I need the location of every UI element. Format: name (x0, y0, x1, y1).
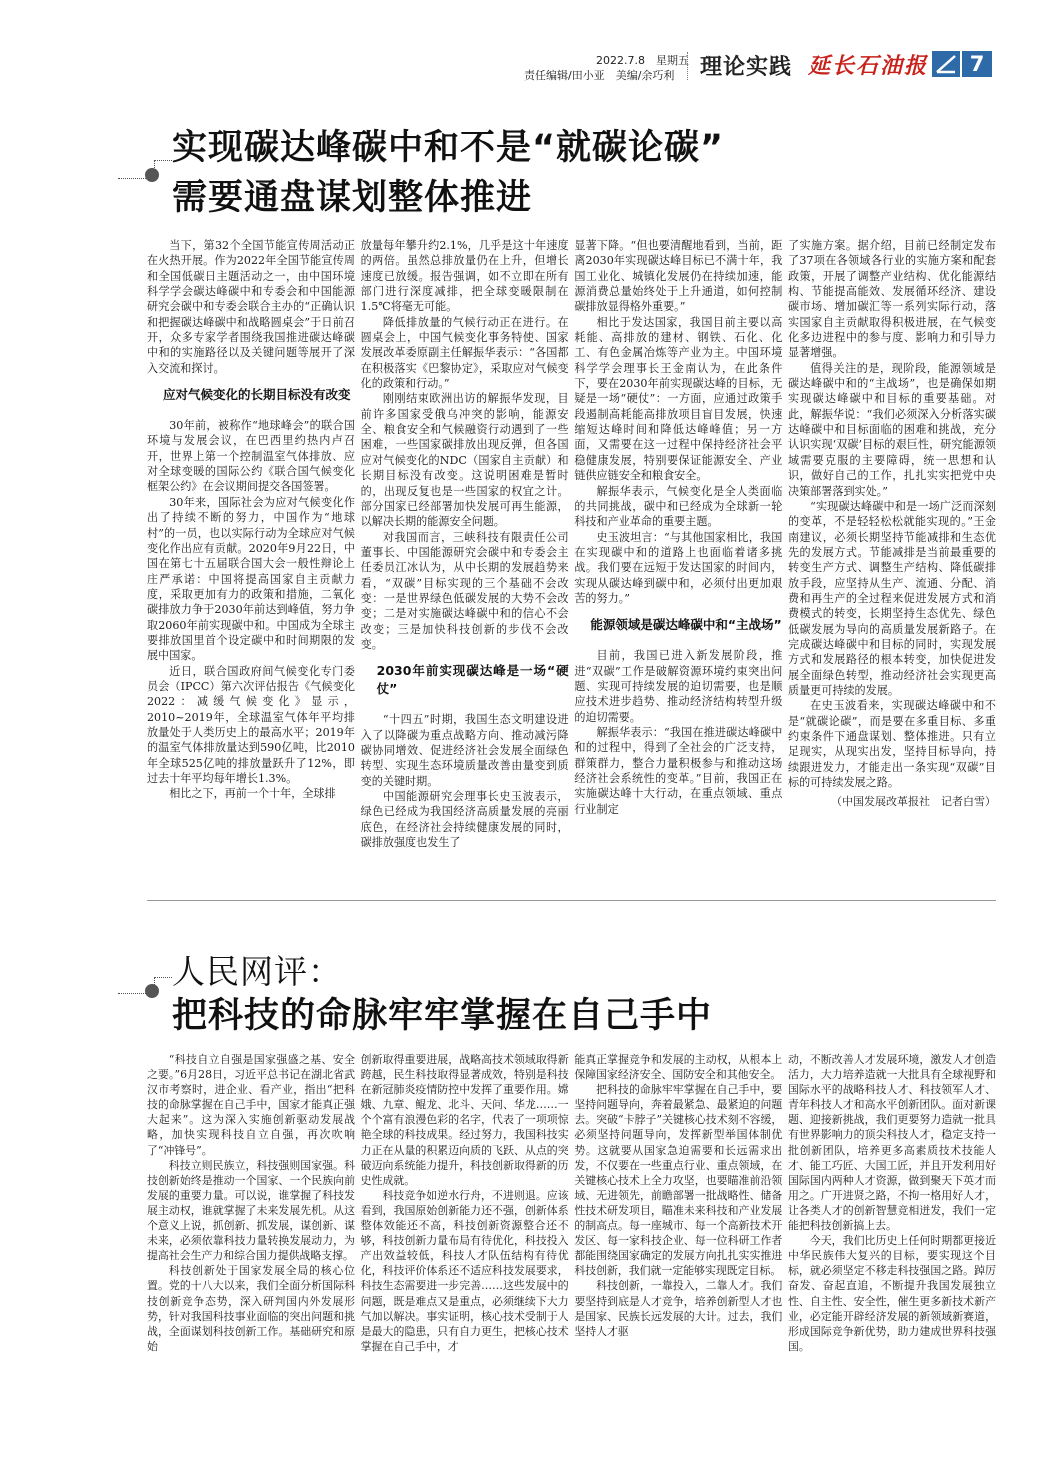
article2-column-1 (147, 1052, 355, 1452)
section-title: 理论实践 (700, 55, 793, 80)
article2-column-2 (361, 1052, 569, 1452)
paragraph: “十四五”时期，我国生态文明建设进入了以降碳为重点战略方向、推动减污降碳协同增效、促进经济社会发展全面绿色转型、实现生态环境质量改善由量变到质变的关键时期。 (360, 713, 569, 788)
paragraph: 解振华表示：“我国在推进碳达峰碳中和的过程中，得到了全社会的广泛支持，群策群力，整合力量积极参与和推动这场经济社会系统性的变革。”目前，我国正在实施碳达峰十大行动，在重点领域、重点行业制定 (574, 725, 783, 816)
article1-title-line1: 实现碳达峰碳中和不是“就碳论碳” (172, 128, 725, 168)
headline-bullet-icon (145, 168, 159, 182)
article1-title-line2: 需要通盘谋划整体推进 (172, 178, 533, 218)
paragraph: 30年前，被称作“地球峰会”的联合国环境与发展会议，在巴西里约热内卢召开，世界上第一个控制温室气体排放、应对全球变暖的国际公约《联合国气候变化框架公约》在会议期间提交各国签署。 (147, 419, 355, 494)
paragraph: 刚刚结束欧洲出访的解振华发现，目前许多国家受俄乌冲突的影响，能源安全、粮食安全和气候融资行动遇到了一些困难，一些国家碳排放出现反弹，但各国应对气候变化的NDC（国家自主贡献）和长期目标没有改变。这说明困难是暂时的，出现反复也是一些国家的权宜之计。部分国家已经部署加快发展可再生能源，以解决长期的能源安全问题。 (360, 392, 569, 529)
paragraph: 在史玉波看来，实现碳达峰碳中和不是“就碳论碳”，而是要在多重目标、多重约束条件下通盘谋划、整体推进。只有立足现实，从现实出发，坚持目标导向，持续跟进发力，才能走出一条实现“双碳”目标的可持续发展之路。 (787, 699, 996, 790)
paragraph: 放量每年攀升约2.1%，几乎是这十年速度的两倍。虽然总排放量仍在上升，但增长速度已放缓。报告强调，如不立即在所有部门进行深度减排，把全球变暖限制在1.5℃将毫无可能。 (360, 239, 569, 314)
paragraph: 能真正掌握竞争和发展的主动权，从根本上保障国家经济安全、国防安全和其他安全。 (574, 1053, 783, 1082)
paragraph: 30年来，国际社会为应对气候变化作出了持续不断的努力，中国作为“地球村”的一员，也以实际行动为全球应对气候变化作出应有贡献。2020年9月22日，中国在第七十五届联合国大会一般性辩论上庄严承诺：中国将提高国家自主贡献力度，采取更加有力的政策和措施，二氧化碳排放力争于2030年前达到峰值，努力争取2060年前实现碳中和。中国成为全球主要排放国里首个设定碳中和时间期限的发展中国家。 (147, 495, 355, 663)
subheading: 2030年前实现碳达峰是一场“硬仗” (376, 663, 569, 697)
paragraph: 把科技的命脉牢牢掌握在自己手中，要坚持问题导向，奔着最紧急、最紧迫的问题去。突破“卡脖子”关键核心技术刻不容缓，必须坚持问题导向，发挥新型举国体制优势。这就要从国家急迫需要和长远需求出发，不仅要在一些重点行业、重点领域，在关键核心技术上全力攻坚，也要瞄准前沿领域、无进领先，前瞻部署一批战略性、储备性技术研发项目，瞄准未来科技和产业发展的制高点。每一座城市、每一个高新技术开发区、每一家科技企业、每一位科研工作者都能围绕国家确定的发展方向扎扎实实推进科技创新，我们就一定能够实现既定目标。 (574, 1083, 783, 1278)
paragraph: 降低排放量的气候行动正在进行。在圆桌会上，中国气候变化事务特使、国家发展改革委原副主任解振华表示：“各国都在积极落实《巴黎协定》，采取应对气候变化的政策和行动。” (360, 315, 569, 391)
issue-date: 2022.7.8 星期五 (596, 54, 689, 67)
paragraph: 史玉波坦言：“与其他国家相比，我国在实现碳中和的道路上也面临着诸多挑战。我们要在远短于发达国家的时间内，实现从碳达峰到碳中和，必须付出更加艰苦的努力。” (574, 530, 783, 605)
paragraph: 创新取得重要进展，战略高技术领域取得新跨越，民生科技取得显著成效，特别是科技在新冠肺炎疫情防控中发挥了重要作用。嫦娥、九章、鲲龙、北斗、天问、华龙……一个个富有浪漫色彩的名字，代表了一项项惊艳全球的科技成果。经过努力，我国科技实力正在从量的积累迈向质的飞跃、从点的突破迈向系统能力提升，科技创新取得新的历史性成就。 (360, 1053, 569, 1187)
paragraph: 相比之下，再前一个十年，全球排 (169, 787, 336, 801)
headline-connector (154, 160, 172, 161)
paragraph: 科技立则民族立，科技强则国家强。科技创新始终是推动一个国家、一个民族向前发展的重要力量。可以说，谁掌握了科技发展主动权，谁就掌握了未来发展先机。从这个意义上说，抓创新、抓发展，谋创新、谋未来，必须依靠科技力量转换发展动力，为提高社会生产力和综合国力提供战略支撑。 (147, 1158, 355, 1263)
article1-column-1 (147, 238, 355, 888)
article2-body (147, 1052, 996, 1452)
article2-column-3 (574, 1052, 782, 1452)
paragraph: 相比于发达国家，我国目前主要以高耗能、高排放的建材、钢铁、石化、化工、有色金属冶炼等产业为主。中国环境科学学会理事长王金南认为，在此条件下，要在2030年前实现碳达峰的目标，无疑是一场“硬仗”：一方面，应通过政策手段遏制高耗能高排放项目盲目发展，快速缩短达峰时间和降低达峰峰值；另一方面，又需要在这一过程中保持经济社会平稳健康发展，特别要保证能源安全、产业链供应链安全和粮食安全。 (574, 315, 783, 483)
paragraph: 科技竞争如逆水行舟，不进则退。应该看到，我国原始创新能力还不强，创新体系整体效能还不高，科技创新资源整合还不够，科技创新力量布局有待优化，科技投入产出效益较低，科技人才队伍结构有待优化，科技评价体系还不适应科技发展要求，科技生态需要进一步完善……这些发展中的问题，既是难点又是重点，必须继续下大力气加以解决。事实证明，核心技术受制于人是最大的隐患，只有自力更生，把核心技术掌握在自己手中，才 (360, 1188, 569, 1353)
article2-title: 把科技的命脉牢牢掌握在自己手中 (172, 996, 713, 1036)
article-divider (147, 900, 996, 901)
paragraph: 对我国而言，三峡科技有限责任公司董事长、中国能源研究会碳中和专委会主任委员江冰认为，从中长期的发展趋势来看，“双碳”目标实现的三个基础不会改变：一是世界绿色低碳发展的大势不会改变；二是对实施碳达峰碳中和的信心不会改变；三是加快科技创新的步伐不会改变。 (360, 530, 569, 651)
subheading: 应对气候变化的长期目标没有改变 (163, 387, 351, 403)
paragraph: 科技创新，一靠投入，二靠人才。我们要坚持到底是人才竞争，培养创新型人才也是国家、民族长远发展的大计。过去，我们坚持人才驱 (574, 1279, 783, 1338)
article1-body (147, 238, 996, 888)
paragraph: 当下，第32个全国节能宣传周活动正在火热开展。作为2022年全国节能宣传周和全国低碳日主题活动之一，由中国环境科学学会碳达峰碳中和专委会和中国能源研究会碳中和专委会联合主办的“正确认识和把握碳达峰碳中和战略圆桌会”于日前召开，众多专家学者围绕我国推进碳达峰碳中和的实施路径以及关键问题等展开了深入交流和探讨。 (147, 239, 355, 375)
headline-connector (154, 977, 172, 978)
editor-credits: 责任编辑/田小亚 美编/余巧利 (524, 69, 675, 82)
paragraph: “实现碳达峰碳中和是一场广泛而深刻的变革，不是轻轻松松就能实现的。”王金南建议，必须长期坚持节能减排和生态优先的发展方式。节能减排是当前最重要的转变生产方式、调整生产结构、降低碳排放手段，应坚持从生产、流通、分配、消费和再生产的全过程来促进发展方式和消费模式的转变，长期坚持生态优先、绿色低碳发展为导向的高质量发展新路子。在完成碳达峰碳中和目标的同时，实现发展方式和发展路径的根本转变，加快促进发展全面绿色转型，推动经济社会实现更高质量更可持续的发展。 (787, 499, 996, 697)
article2-column-4 (788, 1052, 996, 1452)
paragraph: 解振华表示，气候变化是全人类面临的共同挑战，碳中和已经成为全球新一轮科技和产业革命的重要主题。 (574, 484, 783, 529)
masthead-divider (687, 52, 689, 80)
paragraph: 科技创新处于国家发展全局的核心位置。党的十八大以来，我们全面分析国际科技创新竞争态势，深入研判国内外发展形势，针对我国科技事业面临的突出问题和挑战，全面谋划科技创新工作。基础研究和原始 (147, 1264, 355, 1353)
page-corner-icon (932, 51, 960, 77)
paragraph: 中国能源研究会理事长史玉波表示，绿色已经成为我国经济高质量发展的亮丽底色，在经济社会持续健康发展的同时，碳排放强度也发生了 (360, 790, 569, 850)
headline-bullet-icon (145, 984, 159, 998)
paragraph: 了实施方案。据介绍，目前已经制定发布了37项在各领域各行业的实施方案和配套政策，开展了调整产业结构、优化能源结构、节能提高能效、发展循环经济、建设碳市场、增加碳汇等一系列实际行动，落实国家自主贡献取得积极进展，在气候变化多边进程中的参与度、影响力和引导力显著增强。 (787, 239, 996, 360)
masthead (0, 44, 1048, 86)
paragraph: 值得关注的是，现阶段，能源领域是碳达峰碳中和的“主战场”，也是确保如期实现碳达峰碳中和目标的重要基础。对此，解振华说：“我们必须深入分析落实碳达峰碳中和目标面临的困难和挑战，充分认识实现‘双碳’目标的艰巨性，研究能源领域需要克服的主要障碍，统一思想和认识，做好自己的工作，扎扎实实把党中央决策部署落到实处。” (787, 361, 996, 498)
paragraph: “科技自立自强是国家强盛之基、安全之要。”6月28日，习近平总书记在湖北省武汉市考察时，进企业、看产业，指出“把科技的命脉掌握在自己手中，国家才能真正强大起来”。这为深入实施创新驱动发展战略，加快实现科技自立自强，再次吹响了“冲锋号”。 (147, 1053, 355, 1157)
paragraph: 近日，联合国政府间气候变化专门委员会（IPCC）第六次评估报告《气候变化2022：减缓气候变化》显示，2010~2019年，全球温室气体年平均排放量处于人类历史上的最高水平；2019年的温室气体排放量达到590亿吨，比2010年全球525亿吨的排放量跃升了12%，即过去十年平均每年增长1.3%。 (147, 664, 355, 785)
article2-kicker: 人民网评： (172, 952, 342, 991)
article1-column-3 (574, 238, 782, 888)
paragraph: 动，不断改善人才发展环境，激发人才创造活力，大力培养造就一大批具有全球视野和国际水平的战略科技人才、科技领军人才、青年科技人才和高水平创新团队。面对新课题、迎接新挑战，我们更要努力造就一批具有世界影响力的顶尖科技人才，稳定支持一批创新团队，培养更多高素质技术技能人才、能工巧匠、大国工匠，并且开发利用好国际国内两种人才资源，做到聚天下英才而用之。广开进贤之路，不拘一格用好人才，让各类人才的创新智慧竞相迸发，我们一定能把科技创新搞上去。 (787, 1053, 996, 1233)
article1-column-4 (788, 238, 996, 888)
paragraph: 今天，我们比历史上任何时期都更接近中华民族伟大复兴的目标，要实现这个目标，就必须坚定不移走科技强国之路。踔厉奋发、奋起直追，不断提升我国发展独立性、自主性、安全性，催生更多新技术新产业，必定能开辟经济发展的新领域新赛道，形成国际竞争新优势，助力建成世界科技强国。 (787, 1234, 996, 1353)
article1-column-2 (361, 238, 569, 888)
paragraph: 目前，我国已进入新发展阶段，推进“双碳”工作是破解资源环境约束突出问题、实现可持续发展的迫切需要，也是顺应技术进步趋势、推动经济结构转型升级的迫切需要。 (574, 649, 783, 724)
subheading: 能源领域是碳达峰碳中和“主战场” (590, 617, 782, 633)
page-number: 7 (962, 51, 992, 77)
paragraph: 显著下降。“但也要清醒地看到，当前，距离2030年实现碳达峰目标已不满十年，我国工业化、城镇化发展仍在持续加速，能源消费总量始终处于上升通道，如何控制碳排放显得格外重要。” (574, 239, 783, 314)
newspaper-logo: 延长石油报 (808, 53, 929, 79)
article1-byline: （中国发展改革报社 记者白雪） (830, 795, 996, 809)
